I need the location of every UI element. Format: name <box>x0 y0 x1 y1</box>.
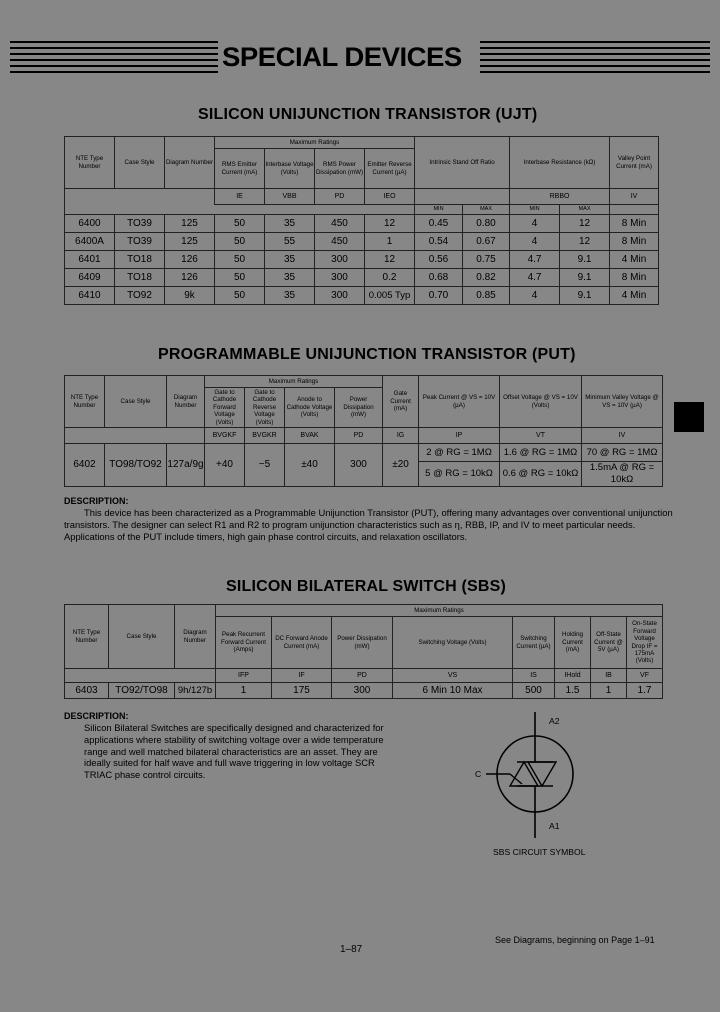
ujt-cell-vbb: 35 <box>265 215 315 233</box>
sbs-circuit-symbol <box>470 712 600 842</box>
page-banner-title: SPECIAL DEVICES <box>222 42 462 72</box>
sbs-header-dc: DC Forward Anode Current (mA) <box>272 617 332 669</box>
ujt-cell-case: TO18 <box>115 269 165 287</box>
ujt-cell-ieo: 0.2 <box>365 269 415 287</box>
ujt-cell-max1: 0.85 <box>463 287 510 305</box>
sbs-header-max-ratings: Maximum Ratings <box>216 605 663 617</box>
ujt-cell-vbb: 35 <box>265 251 315 269</box>
put-header-valley: Minimum Valley Voltage @ VS = 10V (µA) <box>582 376 663 428</box>
ujt-cell-pd: 300 <box>315 269 365 287</box>
put-cell-iv-2: 1.5mA @ RG = 10kΩ <box>582 462 663 487</box>
put-description-heading: DESCRIPTION: <box>64 496 129 506</box>
ujt-header-case: Case Style <box>115 137 165 189</box>
footer-note: See Diagrams, beginning on Page 1–91 <box>495 935 655 945</box>
put-description-line: This device has been characterized as a Programmable Unijunction Transistor (PUT), offering many advantages over conventional unijunction <box>84 507 673 518</box>
ujt-standoff-min: MIN <box>415 205 463 215</box>
put-section-title: PROGRAMMABLE UNIJUNCTION TRANSISTOR (PUT) <box>158 346 576 363</box>
put-symbol-pd: PD <box>335 428 383 444</box>
table-row <box>65 269 659 287</box>
ujt-cell-ieo: 1 <box>365 233 415 251</box>
sbs-description-line: applications where stability of switching voltage over a wide temperature <box>84 733 384 745</box>
ujt-cell-max1: 0.80 <box>463 215 510 233</box>
ujt-standoff-max: MAX <box>463 205 510 215</box>
table-row <box>65 251 659 269</box>
sbs-cell-type: 6403 <box>65 683 109 699</box>
ujt-cell-min2: 4.7 <box>510 269 560 287</box>
put-header-gcr: Gate to Cathode Reverse Voltage (Volts) <box>245 388 285 428</box>
sbs-description-line: TRIAC phase control circuits. <box>84 769 206 781</box>
ujt-symbol-ieo: IEO <box>365 189 415 205</box>
sbs-symbol-if: IF <box>272 669 332 683</box>
ujt-cell-pd: 300 <box>315 287 365 305</box>
sbs-cell-ihold: 1.5 <box>555 683 591 699</box>
ujt-cell-diagram: 9k <box>165 287 215 305</box>
put-symbol-iv: IV <box>582 428 663 444</box>
ujt-header-diagram: Diagram Number <box>165 137 215 189</box>
ujt-symbol-vbb: VBB <box>265 189 315 205</box>
ujt-cell-ieo: 12 <box>365 251 415 269</box>
page-number: 1–87 <box>340 944 363 955</box>
sbs-header-off-state: Off-State Current @ 5V (µA) <box>591 617 627 669</box>
ujt-cell-ie: 50 <box>215 215 265 233</box>
ujt-table <box>64 136 659 305</box>
table-row <box>65 287 659 305</box>
put-cell-vt-2: 0.6 @ RG = 10kΩ <box>500 462 582 487</box>
sbs-cell-is: 500 <box>513 683 555 699</box>
ujt-cell-ie: 50 <box>215 287 265 305</box>
ujt-header-valley: Valley Point Current (mA) <box>610 137 659 189</box>
ujt-cell-iv: 8 Min <box>610 269 659 287</box>
sbs-header-diagram: Diagram Number <box>175 605 216 669</box>
ujt-header-resistance: Interbase Resistance (kΩ) <box>510 137 610 189</box>
put-cell-ig: ±20 <box>383 444 419 487</box>
ujt-cell-max2: 9.1 <box>560 287 610 305</box>
put-description-line: Applications of the PUT include timers, high gain phase control circuits, and relaxation oscillators. <box>64 530 468 542</box>
ujt-cell-min1: 0.54 <box>415 233 463 251</box>
ujt-cell-min2: 4 <box>510 215 560 233</box>
ujt-cell-min1: 0.56 <box>415 251 463 269</box>
sbs-header-holding: Holding Current (mA) <box>555 617 591 669</box>
ujt-cell-case: TO39 <box>115 233 165 251</box>
put-symbol-bvgkf: BVGKF <box>205 428 245 444</box>
ujt-cell-case: TO18 <box>115 251 165 269</box>
ujt-cell-iv: 8 Min <box>610 233 659 251</box>
sbs-header-power: Power Dissipation (mW) <box>332 617 393 669</box>
sbs-description <box>84 722 414 781</box>
put-symbol-ip: IP <box>419 428 500 444</box>
ujt-cell-vbb: 35 <box>265 269 315 287</box>
sbs-description-line: range and well matched bilateral characteristics are an asset. They are <box>84 745 378 757</box>
table-row <box>65 444 663 462</box>
ujt-cell-max2: 9.1 <box>560 269 610 287</box>
put-cell-ip-1: 2 @ RG = 1MΩ <box>419 444 500 462</box>
put-cell-gkr: −5 <box>245 444 285 487</box>
table-row <box>65 683 663 699</box>
ujt-cell-pd: 450 <box>315 233 365 251</box>
put-description-line: transistors. The designer can select R1 and R2 to program unijunction characteristics such as η, RBB, IP, and IV to meet particular needs. <box>64 518 636 530</box>
ujt-cell-min2: 4.7 <box>510 251 560 269</box>
put-header-peak: Peak Current @ VS = 10V (µA) <box>419 376 500 428</box>
ujt-cell-type: 6400A <box>65 233 115 251</box>
sbs-symbol-vf: VF <box>627 669 663 683</box>
put-header-offset: Offset Voltage @ VS = 10V (Volts) <box>500 376 582 428</box>
ujt-cell-pd: 450 <box>315 215 365 233</box>
put-cell-vt-1: 1.6 @ RG = 1MΩ <box>500 444 582 462</box>
put-header-case: Case Style <box>105 376 167 428</box>
ujt-cell-ieo: 12 <box>365 215 415 233</box>
sbs-cell-pd: 300 <box>332 683 393 699</box>
ujt-cell-diagram: 126 <box>165 269 215 287</box>
ujt-cell-max2: 12 <box>560 233 610 251</box>
symbol-triangle-up <box>510 762 538 786</box>
sbs-symbol-ib: IB <box>591 669 627 683</box>
ujt-symbol-rbbo: RBBO <box>510 189 610 205</box>
ujt-cell-iv: 8 Min <box>610 215 659 233</box>
ujt-cell-type: 6401 <box>65 251 115 269</box>
symbol-label-a1: A1 <box>549 821 560 831</box>
put-cell-case: TO98/TO92 <box>105 444 167 487</box>
put-header-power: Power Dissipation (mW) <box>335 388 383 428</box>
ujt-header-power: RMS Power Dissipation (mW) <box>315 149 365 189</box>
ujt-cell-type: 6400 <box>65 215 115 233</box>
ujt-cell-vbb: 55 <box>265 233 315 251</box>
sbs-header-switching-current: Switching Current (µA) <box>513 617 555 669</box>
ujt-header-interbase: Interbase Voltage (Volts) <box>265 149 315 189</box>
ujt-cell-min2: 4 <box>510 287 560 305</box>
put-symbol-bvgkr: BVGKR <box>245 428 285 444</box>
put-header-gc: Gate to Cathode Forward Voltage (Volts) <box>205 388 245 428</box>
ujt-header-rms: RMS Emitter Current (mA) <box>215 149 265 189</box>
ujt-symbol-iv: IV <box>610 189 659 205</box>
ujt-cell-min2: 4 <box>510 233 560 251</box>
ujt-cell-max1: 0.75 <box>463 251 510 269</box>
symbol-triangle-down <box>528 762 556 786</box>
ujt-cell-ie: 50 <box>215 233 265 251</box>
put-symbol-ig: IG <box>383 428 419 444</box>
sbs-header-type: NTE Type Number <box>65 605 109 669</box>
sbs-header-drop: On-State Forward Voltage Drop IF = 175mA (Volts) <box>627 617 663 669</box>
ujt-cell-ie: 50 <box>215 251 265 269</box>
put-cell-type: 6402 <box>65 444 105 487</box>
ujt-cell-ieo: 0.005 Typ <box>365 287 415 305</box>
put-header-gate: Gate Current (mA) <box>383 376 419 428</box>
ujt-cell-max1: 0.82 <box>463 269 510 287</box>
sbs-symbol-ihold: IHold <box>555 669 591 683</box>
sbs-section-title: SILICON BILATERAL SWITCH (SBS) <box>226 578 507 595</box>
ujt-symbol-pd: PD <box>315 189 365 205</box>
put-cell-ip-2: 5 @ RG = 10kΩ <box>419 462 500 487</box>
sbs-table <box>64 604 663 699</box>
put-header-ak: Anode to Cathode Voltage (Volts) <box>285 388 335 428</box>
put-cell-ak: ±40 <box>285 444 335 487</box>
sbs-header-switching-voltage: Switching Voltage (Volts) <box>393 617 513 669</box>
sbs-cell-ib: 1 <box>591 683 627 699</box>
ujt-resistance-min: MIN <box>510 205 560 215</box>
table-row <box>65 215 659 233</box>
ujt-cell-case: TO92 <box>115 287 165 305</box>
ujt-section-title: SILICON UNIJUNCTION TRANSISTOR (UJT) <box>198 106 538 123</box>
ujt-symbol-ie: IE <box>215 189 265 205</box>
sbs-description-heading: DESCRIPTION: <box>64 711 129 721</box>
put-cell-pd: 300 <box>335 444 383 487</box>
ujt-cell-iv: 4 Min <box>610 287 659 305</box>
ujt-cell-max1: 0.67 <box>463 233 510 251</box>
sbs-header-case: Case Style <box>109 605 175 669</box>
put-cell-gkf: +40 <box>205 444 245 487</box>
ujt-cell-max2: 9.1 <box>560 251 610 269</box>
ujt-cell-ie: 50 <box>215 269 265 287</box>
put-cell-iv-1: 70 @ RG = 1MΩ <box>582 444 663 462</box>
section-tab-marker <box>674 402 704 432</box>
sbs-symbol-is: IS <box>513 669 555 683</box>
ujt-cell-case: TO39 <box>115 215 165 233</box>
sbs-description-line: ideally suited for half wave and full wave triggering in low voltage SCR <box>84 757 375 769</box>
sbs-cell-vs: 6 Min 10 Max <box>393 683 513 699</box>
ujt-cell-diagram: 126 <box>165 251 215 269</box>
ujt-cell-pd: 300 <box>315 251 365 269</box>
ujt-cell-min1: 0.70 <box>415 287 463 305</box>
ujt-cell-vbb: 35 <box>265 287 315 305</box>
ujt-header-type: NTE Type Number <box>65 137 115 189</box>
ujt-cell-min1: 0.45 <box>415 215 463 233</box>
ujt-cell-diagram: 125 <box>165 233 215 251</box>
ujt-cell-type: 6410 <box>65 287 115 305</box>
put-cell-diagram: 127a/9g <box>167 444 205 487</box>
put-description <box>64 507 674 542</box>
put-symbol-bvak: BVAK <box>285 428 335 444</box>
put-header-max-ratings: Maximum Ratings <box>205 376 383 388</box>
symbol-label-a2: A2 <box>549 716 560 726</box>
ujt-header-max-ratings: Maximum Ratings <box>215 137 415 149</box>
sbs-cell-case: TO92/TO98 <box>109 683 175 699</box>
sbs-header-peak: Peak Recurrent Forward Current (Amps) <box>216 617 272 669</box>
ujt-cell-diagram: 125 <box>165 215 215 233</box>
ujt-resistance-max: MAX <box>560 205 610 215</box>
put-header-type: NTE Type Number <box>65 376 105 428</box>
sbs-description-line: Silicon Bilateral Switches are specifically designed and characterized for <box>84 722 384 733</box>
sbs-symbol-pd: PD <box>332 669 393 683</box>
ujt-cell-type: 6409 <box>65 269 115 287</box>
put-table <box>64 375 663 487</box>
ujt-cell-min1: 0.68 <box>415 269 463 287</box>
put-header-diagram: Diagram Number <box>167 376 205 428</box>
sbs-cell-if: 175 <box>272 683 332 699</box>
ujt-header-reverse: Emitter Reverse Current (µA) <box>365 149 415 189</box>
ujt-header-standoff: Intrinsic Stand Off Ratio <box>415 137 510 189</box>
ujt-cell-iv: 4 Min <box>610 251 659 269</box>
sbs-cell-vf: 1.7 <box>627 683 663 699</box>
symbol-caption: SBS CIRCUIT SYMBOL <box>493 847 586 857</box>
sbs-symbol-vs: VS <box>393 669 513 683</box>
ujt-cell-max2: 12 <box>560 215 610 233</box>
sbs-cell-ifp: 1 <box>216 683 272 699</box>
table-row <box>65 233 659 251</box>
symbol-label-c: C <box>475 769 482 779</box>
sbs-symbol-ifp: IFP <box>216 669 272 683</box>
sbs-cell-diagram: 9h/127b <box>175 683 216 699</box>
put-symbol-vt: VT <box>500 428 582 444</box>
